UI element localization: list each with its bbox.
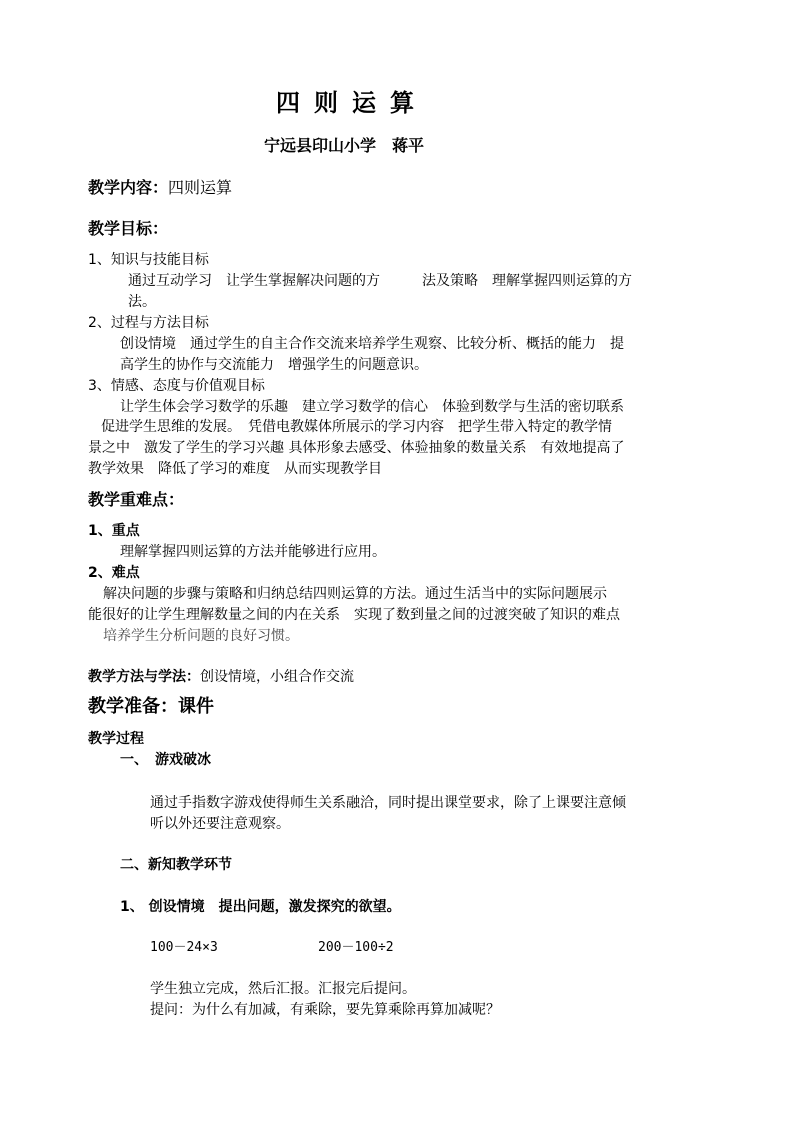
goal-3-line-2: 促进学生思维的发展。 凭借电教媒体所展示的学习内容 把学生带入特定的教学情 (101, 419, 612, 435)
key-point-text: 理解掌握四则运算的方法并能够进行应用。 (120, 544, 386, 560)
step-2-title: 二、新知教学环节 (120, 857, 232, 873)
difficulty-heading: 教学重难点： (88, 490, 185, 509)
goal-1-title: 1、知识与技能目标 (88, 252, 209, 268)
process-heading: 教学过程 (88, 731, 144, 747)
goal-2-title: 2、过程与方法目标 (88, 315, 209, 331)
content-line (88, 179, 232, 197)
step-1-line-1: 通过手指数字游戏使得师生关系融洽，同时提出课堂要求，除了上课要注意倾 (150, 795, 626, 811)
goal-2-line-1: 创设情境 通过学生的自主合作交流来培养学生观察、比较分析、概括的能力 提 (120, 336, 624, 352)
step-1-title: 一、 游戏破冰 (120, 752, 211, 768)
method-value: 创设情境，小组合作交流 (200, 669, 354, 685)
page-title: 四则运算 (276, 88, 428, 117)
hard-point-line-2: 能很好的让学生理解数量之间的内在关系 实现了数到量之间的过渡突破了知识的难点 (88, 607, 620, 623)
hard-point-line-3: 培养学生分析问题的良好习惯。 (103, 628, 299, 644)
method-label: 教学方法与学法： (88, 669, 200, 685)
report-line: 学生独立完成，然后汇报。汇报完后提问。 (150, 981, 416, 997)
step-1-line-2: 听以外还要注意观察。 (150, 816, 290, 832)
sub-step-1-title: 1、 创设情境 提出问题，激发探究的欲望。 (120, 899, 401, 915)
key-point-title: 1、重点 (88, 523, 140, 539)
goal-2-line-2: 高学生的协作与交流能力 增强学生的问题意识。 (120, 357, 428, 373)
goal-3-line-1: 让学生体会学习数学的乐趣 建立学习数学的信心 体验到数学与生活的密切联系 (120, 399, 624, 415)
author-line: 宁远县印山小学 蒋平 (264, 136, 425, 155)
expression-1: 100－24×3 (150, 940, 218, 955)
prep-heading: 教学准备：课件 (88, 696, 214, 717)
method-line (88, 668, 354, 686)
content-value: 四则运算 (168, 178, 233, 197)
goal-3-line-4: 教学效果 降低了学习的难度 从而实现教学目 (88, 461, 382, 477)
goal-3-title: 3、情感、态度与价值观目标 (88, 378, 265, 394)
goal-1-line-2: 法。 (128, 294, 156, 310)
question-line: 提问：为什么有加减，有乘除，要先算乘除再算加减呢？ (150, 1002, 500, 1018)
expression-2: 200－100÷2 (318, 940, 394, 955)
content-label: 教学内容： (88, 178, 169, 197)
hard-point-line-1: 解决问题的步骤与策略和归纳总结四则运算的方法。通过生活当中的实际问题展示 (103, 586, 607, 602)
goal-1-line-1: 通过互动学习 让学生掌握解决问题的方 法及策略 理解掌握四则运算的方 (128, 273, 632, 289)
hard-point-title: 2、难点 (88, 565, 140, 581)
goal-3-line-3: 景之中 激发了学生的学习兴趣 具体形象去感受、体验抽象的数量关系 有效地提高了 (88, 440, 625, 456)
goals-heading: 教学目标： (88, 219, 169, 238)
